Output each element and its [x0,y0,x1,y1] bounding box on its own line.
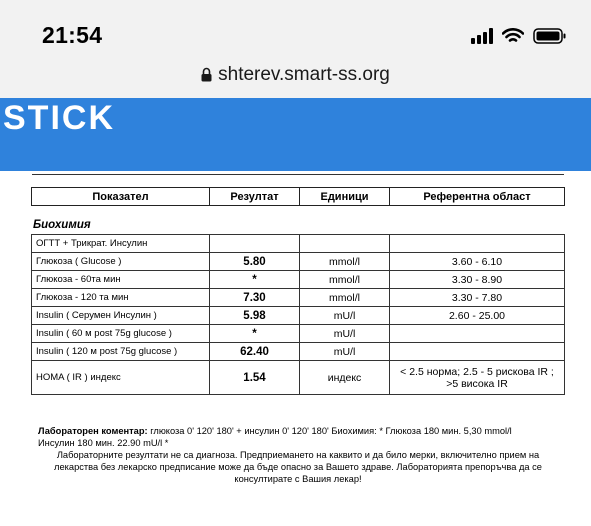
table-row [32,325,565,343]
row-result: 62.40 [210,343,300,361]
table-row [32,289,565,307]
table-row [32,271,565,289]
disclaimer-line: лекарства без лекарско предписание може да бъде опасно за Вашето здраве. Лабораторията препоръчва да се [54,462,542,472]
reference-line: < 2.5 норма; 2.5 - 5 рискова IR ; [400,365,554,378]
row-unit: индекс [300,361,390,395]
row-name: Insulin ( Серумен Инсулин ) [32,307,210,325]
row-name: Глюкоза - 60та мин [32,271,210,289]
site-banner [0,98,591,171]
row-name: Глюкоза ( Glucose ) [32,253,210,271]
row-reference: 2.60 - 25.00 [390,307,565,325]
url-display[interactable] [0,64,591,86]
status-time: 21:54 [42,22,103,48]
cellular-signal-icon [471,28,493,44]
row-result: 1.54 [210,361,300,395]
banner-text: STICK [3,99,115,137]
row-reference [390,325,565,343]
disclaimer-line: Лабораторните резултати не са диагноза. Предприемането на каквито и да било мерки, включително прием на [56,450,540,460]
row-reference [390,343,565,361]
address-bar[interactable] [0,56,591,98]
row-name: Глюкоза - 120 та мин [32,289,210,307]
table-row [32,361,565,395]
report-notes [38,425,558,485]
header-indicator: Показател [32,188,210,206]
status-icons [471,26,567,46]
row-unit [300,235,390,253]
row-name: Insulin ( 60 м post 75g glucose ) [32,325,210,343]
row-result [210,235,300,253]
row-reference: 3.60 - 6.10 [390,253,565,271]
table-row [32,343,565,361]
row-result: 5.80 [210,253,300,271]
reference-line: >5 висока IR [446,377,508,390]
row-name: Insulin ( 120 м post 75g glucose ) [32,343,210,361]
report-divider [32,174,564,175]
row-unit: mmol/l [300,253,390,271]
row-unit: mU/l [300,325,390,343]
row-unit: mmol/l [300,271,390,289]
section-title: Биохимия [33,219,91,231]
battery-icon [533,28,567,44]
comment-text: Инсулин 180 мин. 22.90 mU/l * [38,438,169,448]
row-reference: 3.30 - 8.90 [390,271,565,289]
row-reference [390,235,565,253]
status-bar [0,0,591,62]
row-unit: mU/l [300,307,390,325]
row-unit: mmol/l [300,289,390,307]
table-row [32,235,565,253]
comment-label: Лабораторен коментар: [38,426,148,436]
comment-text: глюкоза 0' 120' 180' + инсулин 0' 120' 180' Биохимия: * Глюкоза 180 мин. 5,30 mmol/l [150,426,512,436]
row-reference: 3.30 - 7.80 [390,289,565,307]
row-name: ОГТТ + Трикрат. Инсулин [32,235,210,253]
header-reference: Референтна област [390,188,565,206]
url-text: shterev.smart-ss.org [218,64,390,85]
row-reference [390,361,565,395]
row-result: 5.98 [210,307,300,325]
header-result: Резултат [210,188,300,206]
results-table [31,234,565,395]
row-name: HOMA ( IR ) индекс [32,361,210,395]
lock-icon [201,67,212,82]
report-header-table [31,187,565,206]
row-result: 7.30 [210,289,300,307]
row-result: * [210,325,300,343]
disclaimer-line: консултирате с Вашия лекар! [234,474,362,484]
table-row [32,253,565,271]
header-units: Единици [300,188,390,206]
lab-report [0,171,591,526]
table-row [32,307,565,325]
row-result: * [210,271,300,289]
wifi-icon [502,28,524,44]
row-unit: mU/l [300,343,390,361]
